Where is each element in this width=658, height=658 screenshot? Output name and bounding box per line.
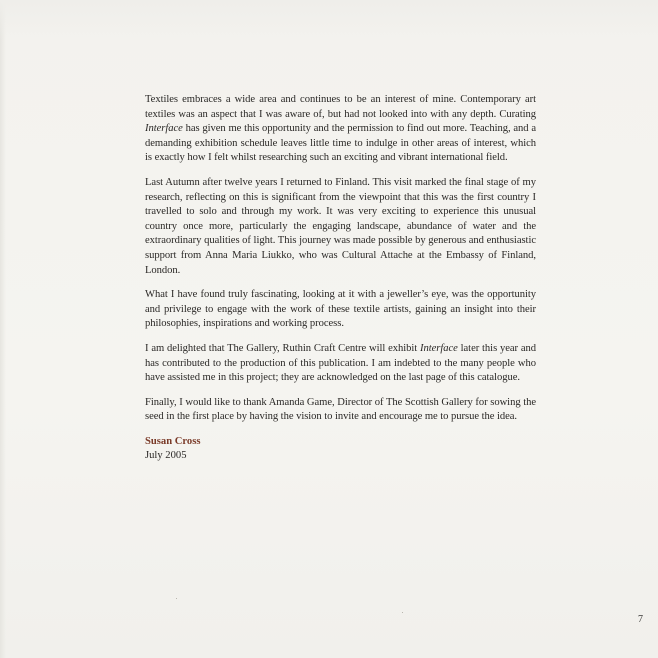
page-number: 7 — [638, 614, 643, 625]
paragraph-4 — [145, 342, 536, 386]
paragraph-text: Textiles embraces a wide area and continues to be an interest of mine. Contemporary art textiles was an aspect that I was aware of, but had not looked into with any depth. Curating — [145, 94, 536, 120]
paragraph-text: Finally, I would like to thank Amanda Game, Director of The Scottish Gallery for sowing the seed in the first place by having the vision to invite and encourage me to pursue the idea. — [145, 396, 536, 423]
author-name: Susan Cross — [145, 435, 201, 447]
paragraph-3 — [145, 288, 536, 332]
paper-speck — [176, 598, 177, 599]
signature-date: July 2005 — [145, 450, 187, 462]
page-top-shadow — [0, 0, 658, 40]
paragraph-text: I am delighted that The Gallery, Ruthin Craft Centre will exhibit — [145, 342, 420, 354]
paragraph-1 — [145, 93, 536, 166]
paragraph-text: has given me this opportunity and the permission to find out more. Teaching, and a demanding exhibition schedule leaves little time to indulge in other areas of interest, which is exactly how I felt whilst researching such an exciting and vibrant international field. — [145, 123, 536, 164]
body-text — [145, 93, 536, 464]
signature-block — [145, 435, 536, 464]
italic-title: Interface — [145, 123, 183, 135]
paragraph-5 — [145, 396, 536, 425]
paragraph-text: Last Autumn after twelve years I returned to Finland. This visit marked the final stage of my research, reflecting on this is significant from the viewpoint that this was the first country I travelled to solo and through my work. It was very exciting to experience this unusual country once more, particularly the engaging landscape, abundance of water and the extraordinary qualities of light. This journey was made possible by generous and enthusiastic support from Anna Maria Liukko, who was Cultural Attache at the Embassy of Finland, London. — [145, 176, 536, 276]
page-edge-shadow — [0, 0, 6, 658]
italic-title: Interface — [420, 342, 458, 354]
paper-speck — [402, 612, 403, 613]
paragraph-text: later this year and has contributed to the production of this publication. I am indebted to the many people who have assisted me in this project; they are acknowledged on the last page of this catalogue. — [145, 342, 536, 384]
paragraph-text: What I have found truly fascinating, looking at it with a jeweller’s eye, was the opportunity and privilege to engage with the work of these textile artists, gaining an insight into their philosophies, inspirations and working process. — [145, 289, 536, 330]
paragraph-2 — [145, 176, 536, 278]
paragraph-list — [145, 93, 536, 425]
